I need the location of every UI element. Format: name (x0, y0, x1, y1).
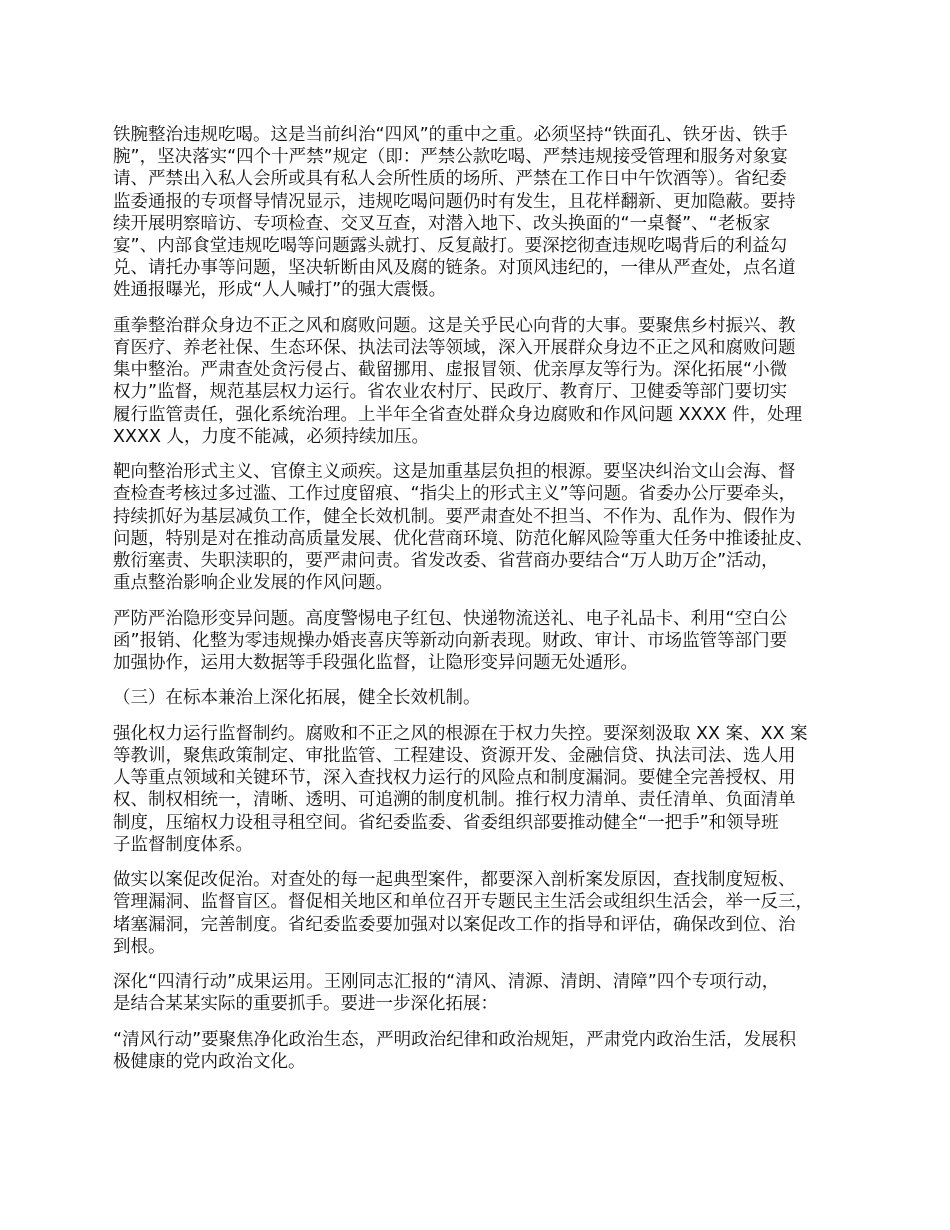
paragraph-formalism-bureaucracy: 靶向整治形式主义、官僚主义顽疾。这是加重基层负担的根源。要坚决纠治文山会海、督 查检查考核过多过滥、工作过度留痕、“指尖上的形式主义”等问题。省委办公厅要牵头， 持续抓好为基层减负工作，健全长效机制。要严肃查处不担当、不作为、乱作为、假作为 问题，特别是对在推动高质量发展、优化营商环境、防范化解风险等重大任务中推诿扯皮、 敷衍塞责、失职渎职的，要严肃问责。省发改委、省营商办要结合“万人助万企”活动， 重点整治影响企业发展的作风问题。 (113, 462, 813, 594)
section-heading-three: （三）在标本兼治上深化拓展，健全长效机制。 (113, 688, 481, 709)
paragraph-power-supervision: 强化权力运行监督制约。腐败和不正之风的根源在于权力失控。要深刻汲取 XX 案、XX 案 等教训，聚焦政策制定、审批监管、工程建设、资源开发、金融信贷、执法司法、选人用 人等重点领域和关键环节，深入查找权力运行的风险点和制度漏洞。要健全完善授权、用 权、制权相统一，清晰、透明、可追溯的制度机制。推行权力清单、责任清单、负面清单 制度，压缩权力设租寻租空间。省纪委监委、省委组织部要推动健全“一把手”和领导班 子监督制度体系。 (113, 723, 808, 855)
paragraph-clear-wind-action: “清风行动”要聚焦净化政治生态，严明政治纪律和政治规矩，严肃党内政治生活，发展积 极健康的党内政治文化。 (113, 1029, 797, 1073)
paragraph-four-clear-actions: 深化“四清行动”成果运用。王刚同志汇报的“清风、清源、清朗、清障”四个专项行动， 是结合某某实际的重要抓手。要进一步深化拓展： (113, 972, 780, 1015)
paragraph-case-reform: 做实以案促改促治。对查处的每一起典型案件，都要深入剖析案发原因，查找制度短板、 管理漏洞、监督盲区。督促相关地区和单位召开专题民主生活会或组织生活会，举一反三， 堵塞漏洞，完善制度。省纪委监委要加强对以案促改工作的指导和评估，确保改到位、治 到根。 (113, 870, 813, 957)
document-page (113, 124, 853, 1086)
paragraph-violation-dining: 铁腕整治违规吃喝。这是当前纠治“四风”的重中之重。必须坚持“铁面孔、铁牙齿、铁手 腕”，坚决落实“四个十严禁”规定（即：严禁公款吃喝、严禁违规接受管理和服务对象宴 请、严禁出入私人会所或具有私人会所性质的场所、严禁在工作日中午饮酒等）。省纪委 监委通报的专项督导情况显示，违规吃喝问题仍时有发生，且花样翻新、更加隐蔽。要持 续开展明察暗访、专项检查、交叉互查，对潜入地下、改头换面的“一桌餐”、“老板家 宴”、内部食堂违规吃喝等问题露头就打、反复敲打。要深挖彻查违规吃喝背后的利益勾 兑、请托办事等问题，坚决斩断由风及腐的链条。对顶风违纪的，一律从严查处，点名道 姓通报曝光，形成“人人喊打”的强大震慑。 (113, 125, 796, 301)
paragraph-hidden-variants: 严防严治隐形变异问题。高度警惕电子红包、快递物流送礼、电子礼品卡、利用“空白公 函”报销、化整为零违规操办婚丧喜庆等新动向新表现。财政、审计、市场监管等部门要 加强协作，运用大数据等手段强化监督，让隐形变异问题无处遁形。 (113, 608, 788, 674)
paragraph-grassroots-corruption: 重拳整治群众身边不正之风和腐败问题。这是关乎民心向背的大事。要聚焦乡村振兴、教 育医疗、养老社保、生态环保、执法司法等领域，深入开展群众身边不正之风和腐败问题 集中整治。严肃查处贪污侵占、截留挪用、虚报冒领、优亲厚友等行为。深化拓展“小微 权力”监督，规范基层权力运行。省农业农村厅、民政厅、教育厅、卫健委等部门要切实 履行监管责任，强化系统治理。上半年全省查处群众身边腐败和作风问题 XXXX 件，处理 XXXX 人，力度不能减，必须持续加压。 (113, 315, 803, 447)
